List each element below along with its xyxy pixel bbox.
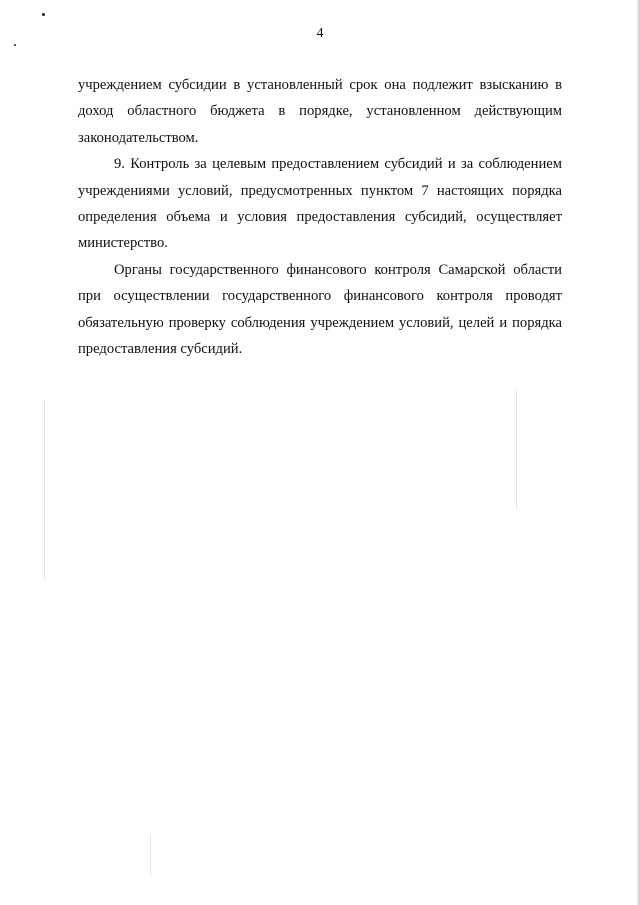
paragraph-continuation: учреждением субсидии в установленный срок она подлежит взысканию в доход областного бюджета в порядке, установленном действующим законодательством. bbox=[78, 77, 562, 146]
scan-artifact-line bbox=[516, 390, 517, 510]
scan-artifact-line bbox=[150, 835, 151, 875]
paragraph-financial-control: Органы государственного финансового контроля Самарской области при осуществлении государственного финансового контроля проводят обязательную проверку соблюдения учреждением условий, целей и порядка предоставления субсидий. bbox=[78, 261, 562, 358]
document-body bbox=[78, 72, 562, 362]
paragraph-item-9: 9. Контроль за целевым предоставлением субсидий и за соблюдением учреждениями условий, предусмотренных пунктом 7 настоящих порядка определения объема и условия предоставления субсидий, осуществляет министерство. bbox=[78, 156, 562, 252]
page-number: 4 bbox=[316, 26, 324, 41]
scan-speck bbox=[42, 13, 45, 16]
scan-artifact-line bbox=[44, 400, 45, 580]
scan-speck bbox=[14, 44, 16, 46]
